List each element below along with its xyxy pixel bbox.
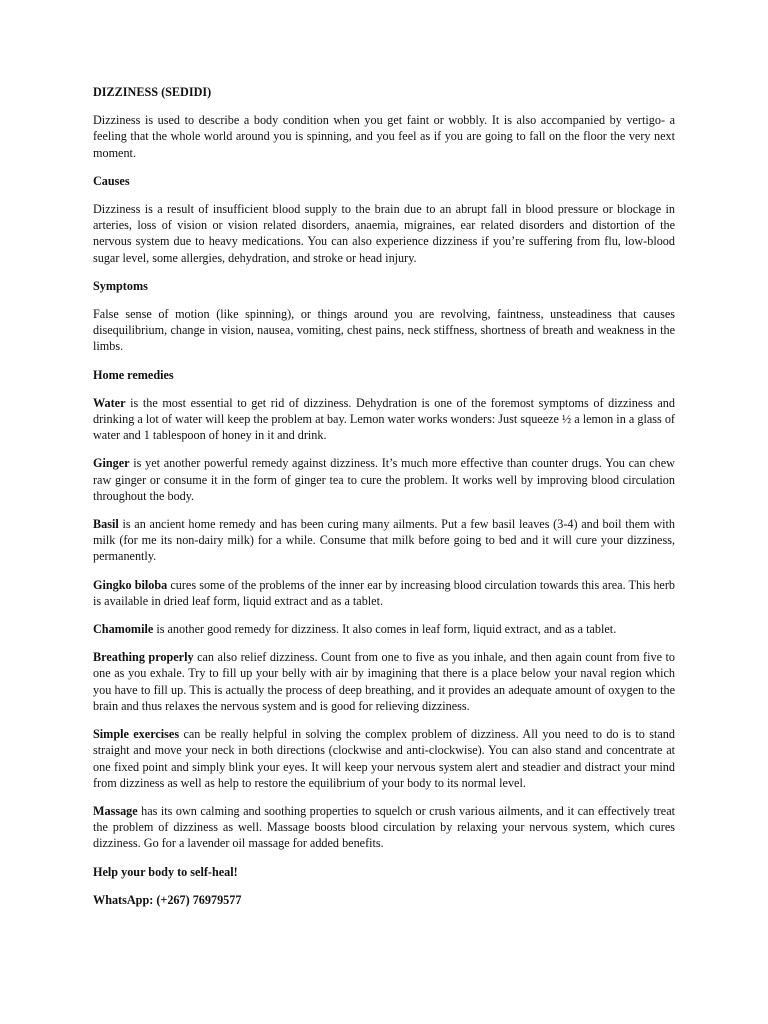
remedy-text: is another good remedy for dizziness. It also comes in leaf form, liquid extract, and as a tablet.	[153, 622, 617, 637]
remedy-term: Basil	[93, 517, 119, 532]
remedy-term: Water	[93, 395, 126, 410]
remedy-basil	[93, 516, 675, 565]
remedy-term: Massage	[93, 803, 138, 818]
causes-paragraph: Dizziness is a result of insufficient blood supply to the brain due to an abrupt fall in blood pressure or blockage in arteries, loss of vision or vision related disorders, anaemia, migraines, ear related disorders and distortion of the nervous system due to heavy medications. You can also experience dizziness if you’re suffering from flu, low-blood sugar level, some allergies, dehydration, and stroke or head injury.	[93, 202, 675, 265]
remedy-term: Breathing properly	[93, 650, 194, 665]
remedy-text: can also relief dizziness. Count from one to five as you inhale, and then again count from five to one as you exhale. Try to fill up your belly with air by imagining that there is a place below your naval region which you have to fill up. This is actually the process of deep breathing, and it provides an adequate amount of oxygen to the brain and thus relaxes the nervous system and is good for relieving dizziness.	[93, 650, 675, 713]
remedy-ginger	[93, 455, 675, 504]
remedy-text: has its own calming and soothing properties to squelch or crush various ailments, and it can effectively treat the problem of dizziness as well. Massage boosts blood circulation by relaxing your nervous system, which cures dizziness. Go for a lavender oil massage for added benefits.	[93, 803, 675, 851]
remedy-massage	[93, 803, 675, 852]
remedy-text: cures some of the problems of the inner ear by increasing blood circulation towards this area. This herb is available in dried leaf form, liquid extract and as a tablet.	[93, 577, 675, 608]
home-remedies-heading: Home remedies	[93, 367, 174, 382]
remedy-text: can be really helpful in solving the complex problem of dizziness. All you need to do is to stand straight and move your neck in both directions (clockwise and anti-clockwise). You can also stand and concentrate at one fixed point and simply blink your eyes. It will keep your nervous system alert and steadier and distract your mind from dizziness as well as help to restore the equilibrium of your body to its normal level.	[93, 727, 675, 790]
remedy-chamomile	[93, 621, 675, 637]
remedy-gingko-biloba	[93, 577, 675, 609]
remedy-exercises	[93, 726, 675, 791]
remedy-term: Gingko biloba	[93, 577, 168, 592]
remedy-term: Ginger	[93, 456, 130, 471]
remedy-text: is an ancient home remedy and has been curing many ailments. Put a few basil leaves (3-4) and boil them with milk (for me its non-dairy milk) for a while. Consume that milk before going to bed and it will cure your dizziness, permanently.	[93, 517, 675, 564]
whatsapp-contact: WhatsApp: (+267) 76979577	[93, 892, 242, 907]
remedy-term: Chamomile	[93, 622, 154, 637]
remedy-text: is the most essential to get rid of dizziness. Dehydration is one of the foremost symptoms of dizziness and drinking a lot of water will keep the problem at bay. Lemon water works wonders: Just squeeze ½ a lemon in a glass of water and 1 tablespoon of honey in it and drink.	[93, 395, 675, 443]
intro-paragraph: Dizziness is used to describe a body condition when you get faint or wobbly. It is also accompanied by vertigo- a feeling that the whole world around you is spinning, and you feel as if you are going to fall on the floor the very next moment.	[93, 113, 675, 160]
remedy-water	[93, 395, 675, 444]
remedy-breathing	[93, 649, 675, 714]
document-page	[93, 84, 675, 920]
document-title: DIZZINESS (SEDIDI)	[93, 85, 212, 99]
remedy-term: Simple exercises	[93, 727, 180, 742]
symptoms-heading: Symptoms	[93, 278, 148, 293]
symptoms-paragraph: False sense of motion (like spinning), or things around you are revolving, faintness, unsteadiness that causes disequilibrium, change in vision, nausea, vomiting, chest pains, neck stiffness, shortness of breath and weakness in the limbs.	[93, 307, 675, 354]
remedy-text: is yet another powerful remedy against dizziness. It’s much more effective than counter drugs. You can chew raw ginger or consume it in the form of ginger tea to cure the problem. It works well by improving blood circulation throughout the body.	[93, 456, 675, 503]
closing-line: Help your body to self-heal!	[93, 864, 238, 879]
causes-heading: Causes	[93, 173, 130, 188]
